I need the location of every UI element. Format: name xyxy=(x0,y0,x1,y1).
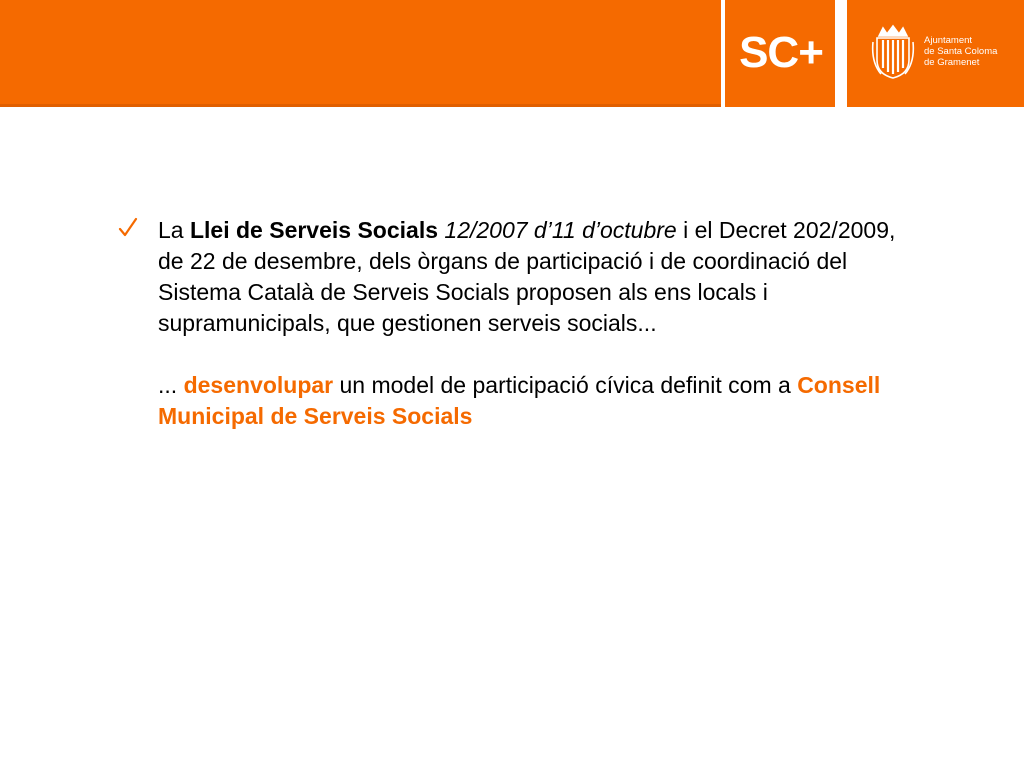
law-date: 12/2007 d’11 d’octubre xyxy=(444,217,677,243)
text-run: ... xyxy=(158,372,184,398)
brand-line: de Gramenet xyxy=(924,57,980,68)
sc-logo-box xyxy=(725,0,835,107)
text-run: La xyxy=(158,217,190,243)
text-run: i el Decret 202/2009, de 22 de desembre, dels òrgans de participació i de coordinació del Sistema Català de Serveis Socials proposen als ens locals i supramunicipals, que gestionen serveis socials... xyxy=(158,217,896,336)
law-paragraph xyxy=(158,215,908,339)
brand-line: de Santa Coloma xyxy=(924,46,998,57)
bullet-item xyxy=(118,215,908,339)
municipality-name xyxy=(924,35,997,68)
coat-of-arms-icon xyxy=(869,22,917,82)
brand-line: Ajuntament xyxy=(924,35,973,46)
municipality-brand xyxy=(847,0,1024,107)
highlight-council: Consell Municipal de Serveis Socials xyxy=(158,372,881,429)
highlight-develop: desenvolupar xyxy=(183,372,334,398)
checkmark-icon xyxy=(118,216,138,240)
header-band xyxy=(0,0,721,107)
slide-content xyxy=(118,215,908,432)
sc-logo: SC+ xyxy=(739,28,823,77)
council-paragraph xyxy=(118,370,908,432)
law-name: Llei de Serveis Socials xyxy=(189,217,439,243)
header-divider xyxy=(0,104,721,107)
text-run: un model de participació cívica definit com a xyxy=(333,372,798,398)
